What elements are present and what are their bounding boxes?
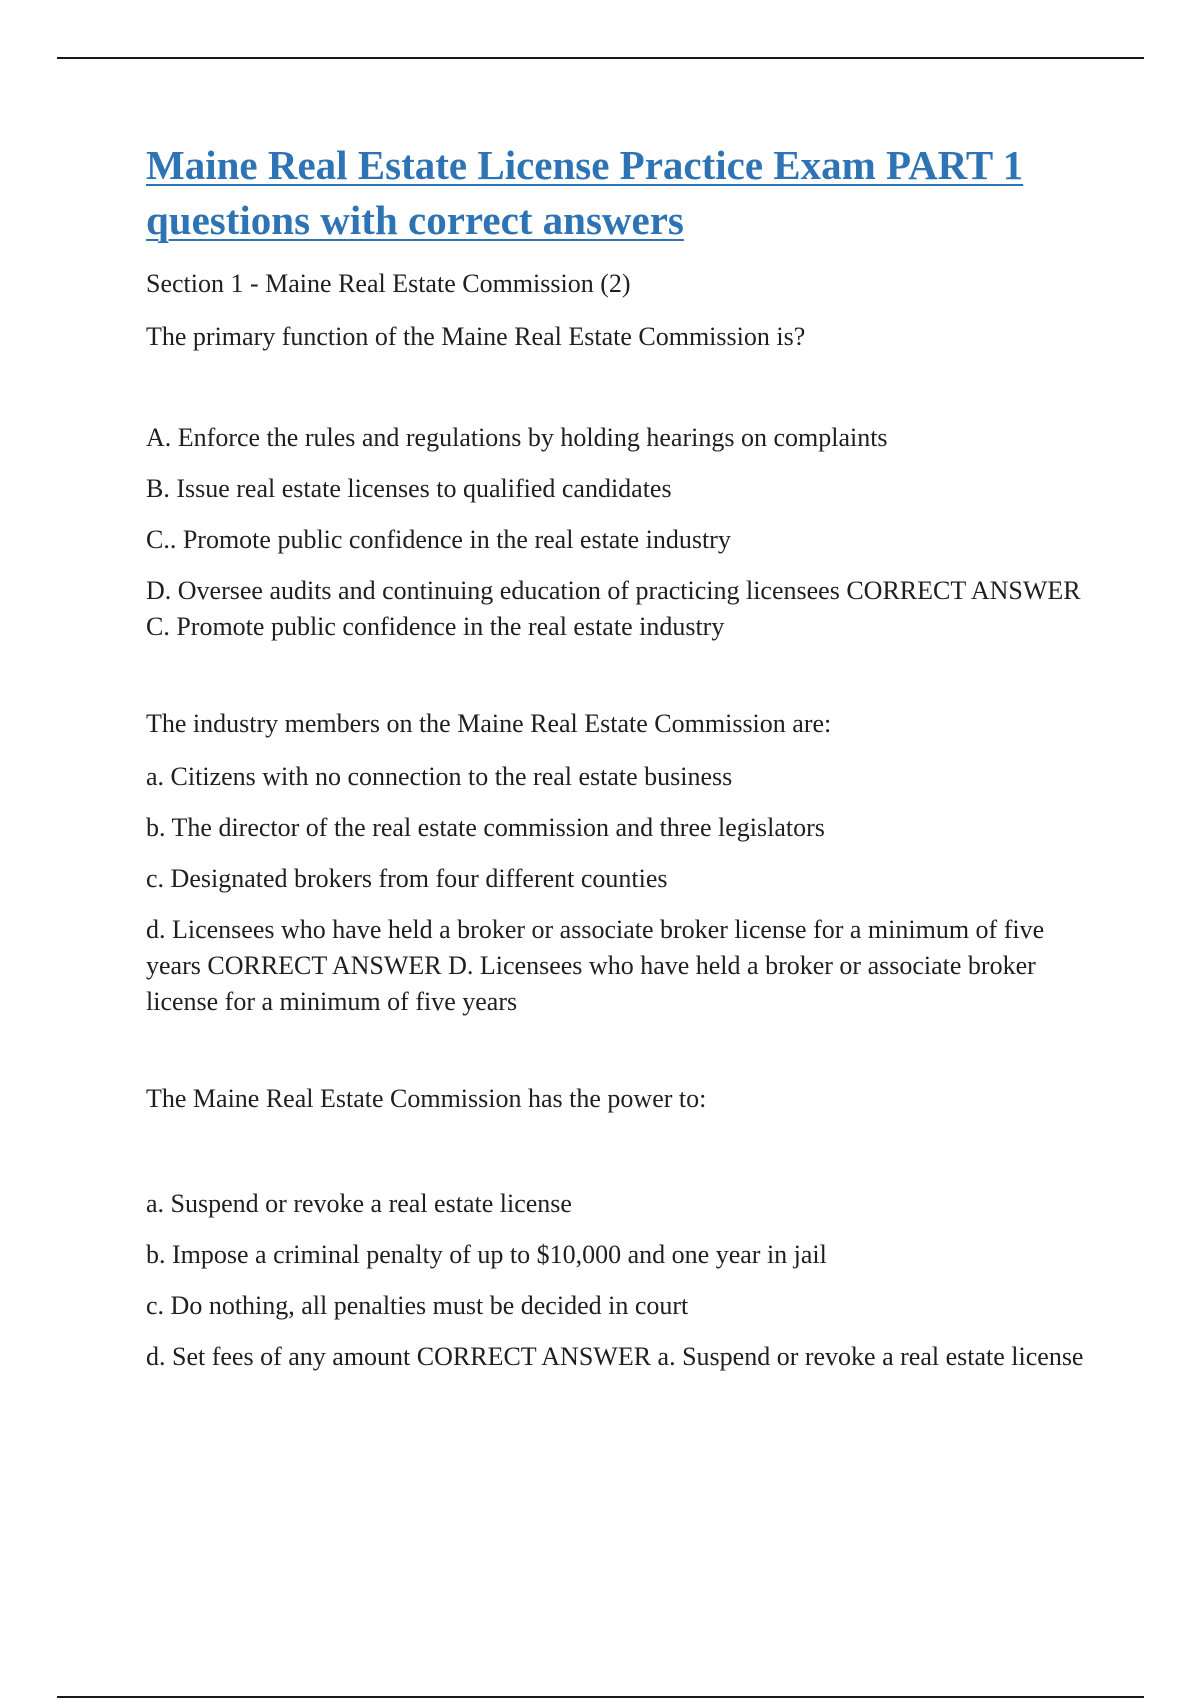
question-block-3 bbox=[146, 1081, 1096, 1375]
answer-option: b. Impose a criminal penalty of up to $10,000 and one year in jail bbox=[146, 1240, 827, 1269]
footer-rule bbox=[57, 1696, 1144, 1698]
document-content bbox=[146, 138, 1096, 1390]
answer-option: a. Suspend or revoke a real estate license bbox=[146, 1189, 572, 1218]
answer-option: a. Citizens with no connection to the real estate business bbox=[146, 762, 733, 791]
answer-option: B. Issue real estate licenses to qualified candidates bbox=[146, 474, 672, 503]
question-prompt: The primary function of the Maine Real Estate Commission is? bbox=[146, 322, 806, 351]
answer-option: c. Do nothing, all penalties must be decided in court bbox=[146, 1291, 689, 1320]
header-rule bbox=[57, 57, 1144, 59]
answer-option: C.. Promote public confidence in the real estate industry bbox=[146, 525, 731, 554]
question-block-2 bbox=[146, 706, 1096, 1020]
answer-option: c. Designated brokers from four different counties bbox=[146, 864, 668, 893]
answer-option-with-correct-answer: d. Licensees who have held a broker or associate broker license for a minimum of five years CORRECT ANSWER D. Licensees who have held a broker or associate broker license for a minimum of five years bbox=[146, 915, 1045, 1016]
document-title[interactable]: Maine Real Estate License Practice Exam PART 1 questions with correct answers bbox=[146, 142, 1024, 243]
answer-option-with-correct-answer: d. Set fees of any amount CORRECT ANSWER a. Suspend or revoke a real estate license bbox=[146, 1342, 1084, 1371]
answer-option: b. The director of the real estate commission and three legislators bbox=[146, 813, 825, 842]
answer-option-with-correct-answer: D. Oversee audits and continuing education of practicing licensees CORRECT ANSWER C. Promote public confidence in the real estate industry bbox=[146, 576, 1081, 641]
answer-option: A. Enforce the rules and regulations by holding hearings on complaints bbox=[146, 423, 888, 452]
question-prompt: The Maine Real Estate Commission has the power to: bbox=[146, 1084, 707, 1113]
section-heading: Section 1 - Maine Real Estate Commission (2) bbox=[146, 269, 631, 298]
question-block-1 bbox=[146, 319, 1096, 645]
question-prompt: The industry members on the Maine Real Estate Commission are: bbox=[146, 709, 832, 738]
